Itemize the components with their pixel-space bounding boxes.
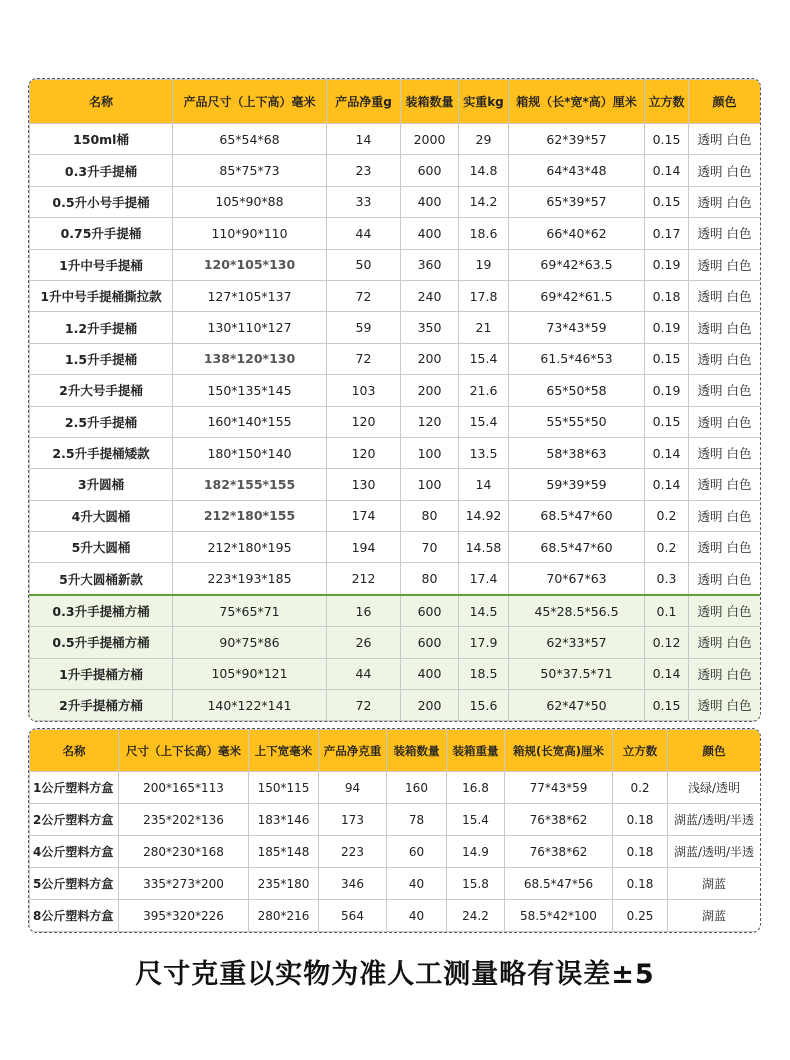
cell-cube: 0.3 [645,563,689,595]
cell-kg: 17.4 [459,563,509,595]
cell-name: 4公斤塑料方盒 [30,836,119,868]
cell-qty: 80 [401,500,459,531]
cell-weight: 33 [327,186,401,217]
cell-width: 185*148 [249,836,319,868]
cell-qty: 160 [387,772,447,804]
cell-name: 0.3升手提桶方桶 [30,595,173,627]
cell-box: 62*39*57 [509,124,645,155]
cell-width: 280*216 [249,900,319,932]
cell-box: 61.5*46*53 [509,343,645,374]
cell-size: 223*193*185 [173,563,327,595]
cell-qty: 40 [387,900,447,932]
header-box: 箱规（长*宽*高）厘米 [509,80,645,124]
cell-name: 2公斤塑料方盒 [30,804,119,836]
cell-cube: 0.18 [613,836,668,868]
cell-color: 透明 白色 [689,249,761,280]
cell-box: 66*40*62 [509,218,645,249]
cell-weight: 120 [327,437,401,468]
header-qty: 装箱数量 [401,80,459,124]
box-spec-table-card [28,728,761,933]
cell-color: 湖蓝/透明/半透 [668,836,761,868]
cell-cube: 0.14 [645,155,689,186]
cell-kg: 15.4 [459,343,509,374]
cell-cube: 0.19 [645,375,689,406]
cell-weight: 194 [327,532,401,563]
cell-qty: 120 [401,406,459,437]
cell-name: 0.75升手提桶 [30,218,173,249]
table-row [30,218,761,249]
table-row [30,155,761,186]
cell-kg: 17.8 [459,280,509,311]
cell-cube: 0.2 [645,532,689,563]
cell-box: 65*50*58 [509,375,645,406]
cell-box: 68.5*47*56 [505,868,613,900]
cell-cube: 0.15 [645,690,689,721]
footnote: 尺寸克重以实物为准人工测量略有误差±5 [135,959,655,990]
cell-weight: 72 [327,280,401,311]
cell-qty: 70 [401,532,459,563]
cell-name: 1升手提桶方桶 [30,658,173,689]
cell-kg: 21 [459,312,509,343]
table-row [30,772,761,804]
cell-kg: 19 [459,249,509,280]
header-name: 名称 [30,730,119,772]
cell-color: 湖蓝/透明/半透 [668,804,761,836]
cell-weight: 130 [327,469,401,500]
cell-qty: 600 [401,155,459,186]
cell-color: 透明 白色 [689,532,761,563]
cell-name: 1公斤塑料方盒 [30,772,119,804]
table-row [30,280,761,311]
cell-weight: 72 [327,343,401,374]
cell-kg: 21.6 [459,375,509,406]
cell-size: 212*180*155 [173,500,327,531]
cell-qty: 78 [387,804,447,836]
cell-qty: 2000 [401,124,459,155]
cell-box: 62*33*57 [509,627,645,658]
cell-qty: 400 [401,186,459,217]
cell-qty: 40 [387,868,447,900]
cell-name: 5公斤塑料方盒 [30,868,119,900]
table-row [30,437,761,468]
cell-color: 透明 白色 [689,218,761,249]
header-kg: 实重kg [459,80,509,124]
cell-box: 77*43*59 [505,772,613,804]
cell-kg: 14.2 [459,186,509,217]
cell-color: 透明 白色 [689,469,761,500]
cell-weight: 120 [327,406,401,437]
cell-weight: 16 [327,595,401,627]
cell-size: 160*140*155 [173,406,327,437]
cell-name: 150ml桶 [30,124,173,155]
cell-cube: 0.15 [645,343,689,374]
cell-size: 90*75*86 [173,627,327,658]
cell-boxw: 15.8 [447,868,505,900]
table2-header-row [30,730,761,772]
table1-header-row [30,80,761,124]
cell-color: 透明 白色 [689,280,761,311]
table-row [30,124,761,155]
cell-box: 50*37.5*71 [509,658,645,689]
cell-size: 235*202*136 [119,804,249,836]
cell-weight: 44 [327,218,401,249]
cell-kg: 14.58 [459,532,509,563]
cell-size: 280*230*168 [119,836,249,868]
cell-cube: 0.14 [645,469,689,500]
cell-weight: 346 [319,868,387,900]
cell-weight: 223 [319,836,387,868]
cell-size: 335*273*200 [119,868,249,900]
cell-weight: 23 [327,155,401,186]
cell-box: 68.5*47*60 [509,500,645,531]
cell-cube: 0.2 [645,500,689,531]
cell-weight: 212 [327,563,401,595]
table-row [30,500,761,531]
cell-box: 73*43*59 [509,312,645,343]
cell-name: 3升圆桶 [30,469,173,500]
cell-kg: 15.4 [459,406,509,437]
cell-qty: 200 [401,343,459,374]
cell-kg: 18.5 [459,658,509,689]
cell-size: 65*54*68 [173,124,327,155]
cell-name: 2.5升手提桶 [30,406,173,437]
cell-size: 110*90*110 [173,218,327,249]
cell-color: 透明 白色 [689,124,761,155]
cell-color: 透明 白色 [689,375,761,406]
cell-cube: 0.12 [645,627,689,658]
cell-box: 45*28.5*56.5 [509,595,645,627]
cell-cube: 0.14 [645,658,689,689]
table-row [30,375,761,406]
cell-weight: 174 [327,500,401,531]
cell-color: 透明 白色 [689,563,761,595]
cell-boxw: 24.2 [447,900,505,932]
table-row [30,532,761,563]
table-row [30,343,761,374]
cell-size: 180*150*140 [173,437,327,468]
cell-name: 1.2升手提桶 [30,312,173,343]
cell-size: 120*105*130 [173,249,327,280]
cell-weight: 173 [319,804,387,836]
table-row [30,312,761,343]
cell-cube: 0.25 [613,900,668,932]
bucket-spec-table-card [28,78,761,722]
cell-kg: 14.5 [459,595,509,627]
cell-color: 透明 白色 [689,627,761,658]
cell-name: 2升大号手提桶 [30,375,173,406]
table-row [30,595,761,627]
header-color: 颜色 [689,80,761,124]
header-size: 尺寸（上下长高）毫米 [119,730,249,772]
cell-name: 1升中号手提桶撕拉款 [30,280,173,311]
cell-size: 75*65*71 [173,595,327,627]
cell-name: 0.5升手提桶方桶 [30,627,173,658]
cell-kg: 14.8 [459,155,509,186]
cell-size: 150*135*145 [173,375,327,406]
cell-color: 透明 白色 [689,312,761,343]
cell-color: 透明 白色 [689,658,761,689]
header-weight: 产品净重g [327,80,401,124]
cell-size: 200*165*113 [119,772,249,804]
cell-boxw: 14.9 [447,836,505,868]
cell-box: 62*47*50 [509,690,645,721]
cell-kg: 13.5 [459,437,509,468]
cell-weight: 26 [327,627,401,658]
header-box-weight: 装箱重量 [447,730,505,772]
cell-qty: 60 [387,836,447,868]
table-row [30,836,761,868]
cell-box: 76*38*62 [505,804,613,836]
cell-qty: 200 [401,690,459,721]
header-color: 颜色 [668,730,761,772]
cell-name: 8公斤塑料方盒 [30,900,119,932]
cell-kg: 29 [459,124,509,155]
cell-kg: 14.92 [459,500,509,531]
cell-cube: 0.17 [645,218,689,249]
cell-qty: 400 [401,218,459,249]
cell-color: 透明 白色 [689,343,761,374]
cell-cube: 0.2 [613,772,668,804]
cell-color: 湖蓝 [668,868,761,900]
cell-weight: 564 [319,900,387,932]
cell-size: 140*122*141 [173,690,327,721]
cell-size: 105*90*88 [173,186,327,217]
cell-size: 212*180*195 [173,532,327,563]
table-row [30,186,761,217]
table-row [30,804,761,836]
cell-box: 65*39*57 [509,186,645,217]
table-row [30,406,761,437]
header-size: 产品尺寸（上下高）毫米 [173,80,327,124]
cell-kg: 14 [459,469,509,500]
cell-box: 58*38*63 [509,437,645,468]
cell-size: 138*120*130 [173,343,327,374]
table-row [30,627,761,658]
cell-qty: 350 [401,312,459,343]
cell-cube: 0.1 [645,595,689,627]
cell-width: 150*115 [249,772,319,804]
cell-cube: 0.15 [645,124,689,155]
cell-qty: 600 [401,627,459,658]
cell-weight: 103 [327,375,401,406]
cell-box: 55*55*50 [509,406,645,437]
cell-color: 浅绿/透明 [668,772,761,804]
cell-kg: 18.6 [459,218,509,249]
cell-name: 1.5升手提桶 [30,343,173,374]
cell-boxw: 15.4 [447,804,505,836]
header-cube: 立方数 [645,80,689,124]
bucket-spec-table [29,79,761,721]
cell-name: 4升大圆桶 [30,500,173,531]
cell-weight: 72 [327,690,401,721]
cell-cube: 0.18 [613,804,668,836]
cell-name: 0.5升小号手提桶 [30,186,173,217]
cell-qty: 600 [401,595,459,627]
cell-weight: 44 [327,658,401,689]
header-qty: 装箱数量 [387,730,447,772]
cell-cube: 0.15 [645,186,689,217]
cell-cube: 0.19 [645,249,689,280]
cell-size: 130*110*127 [173,312,327,343]
cell-color: 透明 白色 [689,690,761,721]
cell-box: 68.5*47*60 [509,532,645,563]
table-row [30,658,761,689]
header-cube: 立方数 [613,730,668,772]
cell-weight: 59 [327,312,401,343]
cell-box: 58.5*42*100 [505,900,613,932]
table-row [30,868,761,900]
cell-box: 70*67*63 [509,563,645,595]
cell-qty: 200 [401,375,459,406]
cell-name: 1升中号手提桶 [30,249,173,280]
cell-size: 105*90*121 [173,658,327,689]
cell-color: 透明 白色 [689,437,761,468]
cell-cube: 0.19 [645,312,689,343]
header-width: 上下宽毫米 [249,730,319,772]
cell-color: 透明 白色 [689,155,761,186]
header-name: 名称 [30,80,173,124]
cell-box: 59*39*59 [509,469,645,500]
cell-color: 透明 白色 [689,406,761,437]
cell-cube: 0.14 [645,437,689,468]
cell-size: 127*105*137 [173,280,327,311]
table-row [30,690,761,721]
cell-size: 85*75*73 [173,155,327,186]
table-row [30,563,761,595]
cell-cube: 0.15 [645,406,689,437]
cell-name: 0.3升手提桶 [30,155,173,186]
cell-weight: 94 [319,772,387,804]
cell-name: 5升大圆桶新款 [30,563,173,595]
cell-qty: 100 [401,437,459,468]
cell-color: 透明 白色 [689,595,761,627]
cell-color: 透明 白色 [689,186,761,217]
cell-box: 76*38*62 [505,836,613,868]
cell-cube: 0.18 [645,280,689,311]
cell-qty: 360 [401,249,459,280]
cell-kg: 17.9 [459,627,509,658]
table-row [30,249,761,280]
cell-qty: 80 [401,563,459,595]
table-row [30,469,761,500]
cell-qty: 100 [401,469,459,500]
cell-box: 69*42*61.5 [509,280,645,311]
cell-weight: 14 [327,124,401,155]
cell-cube: 0.18 [613,868,668,900]
cell-size: 395*320*226 [119,900,249,932]
cell-box: 69*42*63.5 [509,249,645,280]
cell-qty: 240 [401,280,459,311]
cell-color: 湖蓝 [668,900,761,932]
cell-name: 2升手提桶方桶 [30,690,173,721]
header-box: 箱规(长宽高)厘米 [505,730,613,772]
header-weight: 产品净克重 [319,730,387,772]
box-spec-table [29,729,761,932]
cell-name: 5升大圆桶 [30,532,173,563]
cell-name: 2.5升手提桶矮款 [30,437,173,468]
table-row [30,900,761,932]
cell-weight: 50 [327,249,401,280]
cell-qty: 400 [401,658,459,689]
cell-kg: 15.6 [459,690,509,721]
cell-box: 64*43*48 [509,155,645,186]
cell-width: 235*180 [249,868,319,900]
cell-color: 透明 白色 [689,500,761,531]
cell-width: 183*146 [249,804,319,836]
cell-boxw: 16.8 [447,772,505,804]
cell-size: 182*155*155 [173,469,327,500]
